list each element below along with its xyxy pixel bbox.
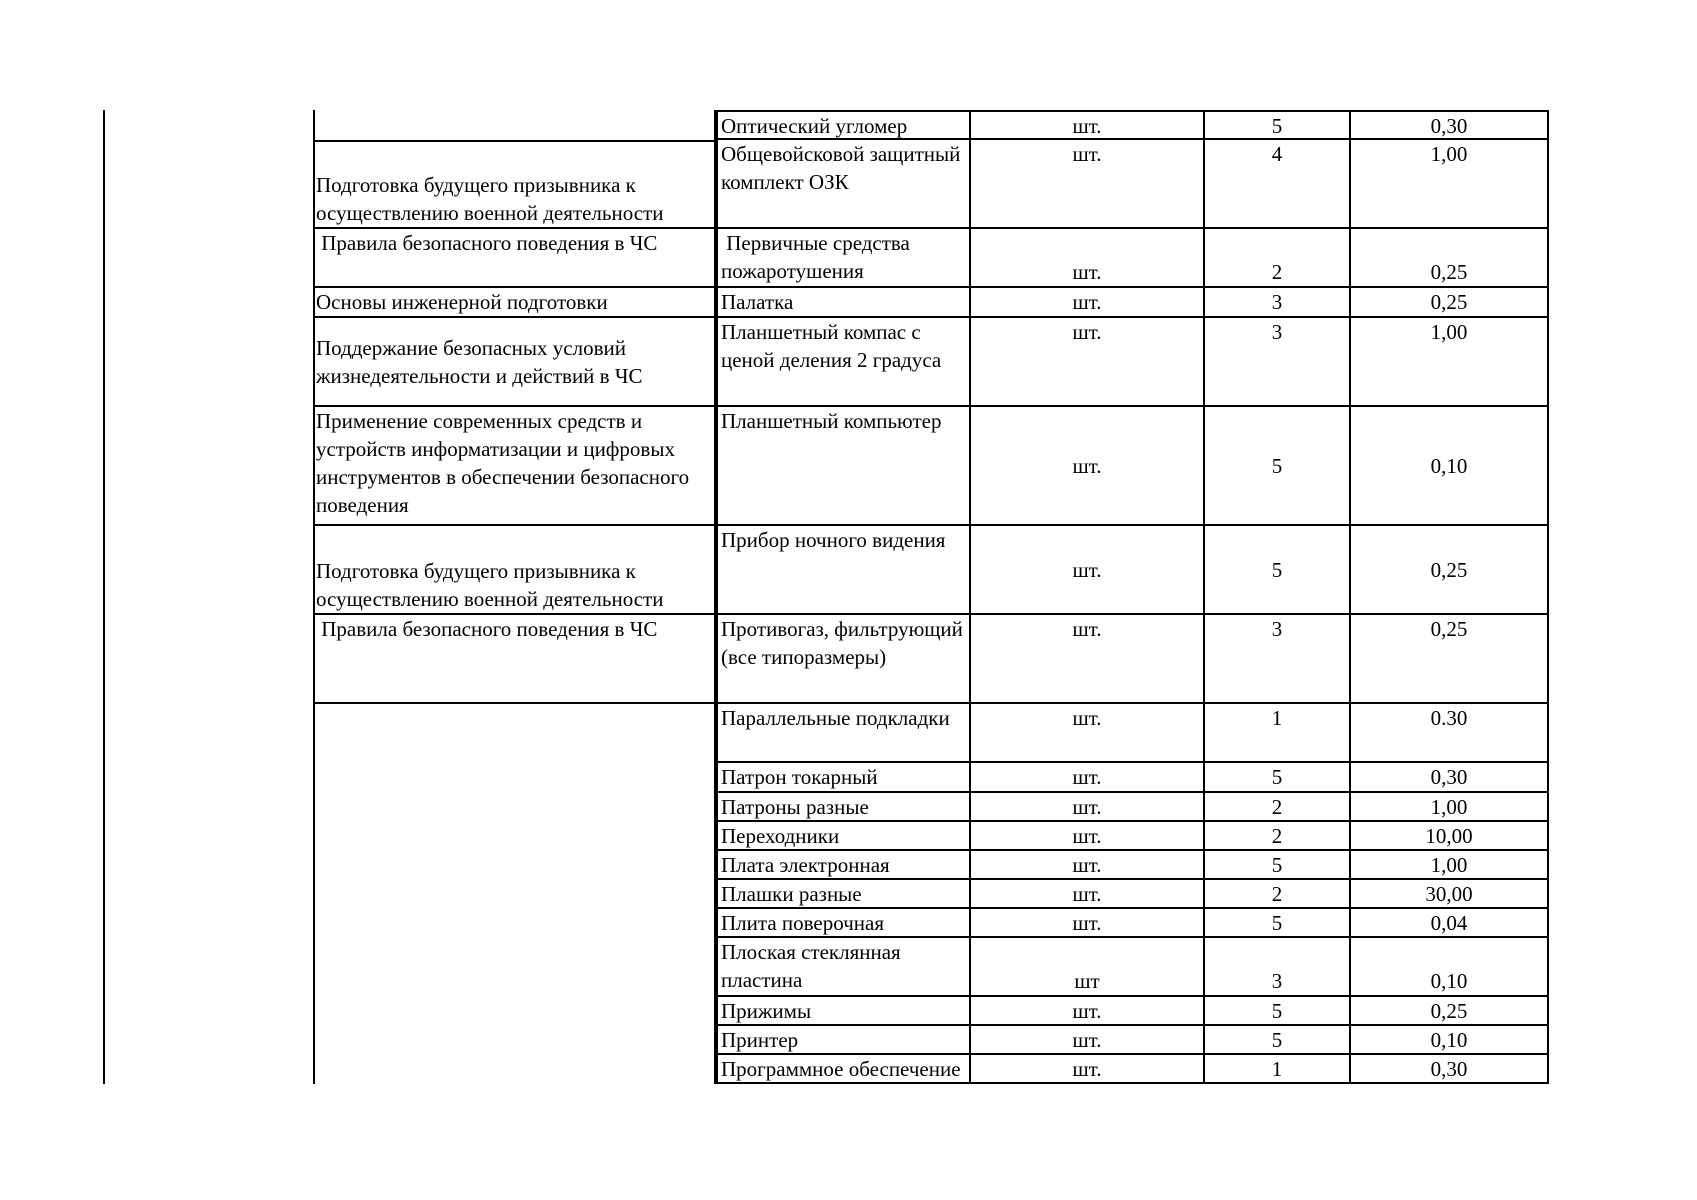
item-cell: Планшетный компьютер [716,407,971,526]
topic-cell [313,822,716,851]
coef-cell: 10,00 [1351,822,1549,851]
coef-cell: 0,25 [1351,615,1549,704]
topic-cell [313,909,716,938]
topic-cell: Подготовка будущего призывника к осуществлению военной деятельности [313,140,716,229]
item-cell: Плата электронная [716,851,971,880]
item-cell: Общевойсковой защитный комплект ОЗК [716,140,971,229]
qty-cell: 2 [1205,822,1351,851]
qty-cell: 3 [1205,288,1351,318]
unit-cell: шт. [971,763,1205,793]
unit-cell: шт. [971,140,1205,229]
unit-cell: шт. [971,526,1205,615]
topic-cell: Правила безопасного поведения в ЧС [313,615,716,704]
coef-cell: 0,10 [1351,407,1549,526]
topic-cell [313,938,716,997]
item-cell: Параллельные подкладки [716,704,971,763]
topic-cell [313,1026,716,1055]
coef-cell: 1,00 [1351,793,1549,822]
topic-cell: Применение современных средств и устройств информатизации и цифровых инструментов в обеспечении безопасного поведения [313,407,716,526]
item-cell: Плашки разные [716,880,971,909]
coef-cell: 0,30 [1351,110,1549,140]
unit-cell: шт. [971,1026,1205,1055]
qty-cell: 5 [1205,997,1351,1026]
topic-cell: Основы инженерной подготовки [313,288,716,318]
unit-cell: шт. [971,997,1205,1026]
topic-cell [313,851,716,880]
unit-cell: шт. [971,851,1205,880]
topic-cell [313,793,716,822]
coef-cell: 0,25 [1351,288,1549,318]
equipment-table [313,110,1549,1084]
qty-cell: 5 [1205,526,1351,615]
item-cell: Принтер [716,1026,971,1055]
topic-cell [313,110,716,140]
item-cell: Переходники [716,822,971,851]
coef-cell: 0.30 [1351,704,1549,763]
qty-cell: 5 [1205,407,1351,526]
qty-cell: 5 [1205,763,1351,793]
item-cell: Прижимы [716,997,971,1026]
unit-cell: шт. [971,880,1205,909]
coef-cell: 0,10 [1351,938,1549,997]
coef-cell: 0,25 [1351,526,1549,615]
qty-cell: 2 [1205,229,1351,288]
coef-cell: 1,00 [1351,851,1549,880]
item-cell: Прибор ночного видения [716,526,971,615]
unit-cell: шт. [971,822,1205,851]
qty-cell: 5 [1205,851,1351,880]
topic-cell [313,1055,716,1084]
unit-cell: шт. [971,909,1205,938]
unit-cell: шт. [971,407,1205,526]
qty-cell: 5 [1205,1026,1351,1055]
item-cell: Патрон токарный [716,763,971,793]
topic-cell [313,704,716,763]
item-cell: Первичные средства пожаротушения [716,229,971,288]
item-cell: Плита поверочная [716,909,971,938]
qty-cell: 2 [1205,880,1351,909]
unit-cell: шт. [971,229,1205,288]
topic-cell [313,997,716,1026]
qty-cell: 2 [1205,793,1351,822]
item-cell: Оптический угломер [716,110,971,140]
qty-cell: 3 [1205,938,1351,997]
item-cell: Программное обеспечение [716,1055,971,1084]
coef-cell: 0,25 [1351,997,1549,1026]
qty-cell: 5 [1205,110,1351,140]
coef-cell: 0,04 [1351,909,1549,938]
item-cell: Палатка [716,288,971,318]
unit-cell: шт. [971,793,1205,822]
qty-cell: 5 [1205,909,1351,938]
topic-cell: Поддержание безопасных условий жизнедеятельности и действий в ЧС [313,318,716,407]
item-cell: Планшетный компас с ценой деления 2 градуса [716,318,971,407]
coef-cell: 30,00 [1351,880,1549,909]
topic-cell: Правила безопасного поведения в ЧС [313,229,716,288]
qty-cell: 4 [1205,140,1351,229]
coef-cell: 0,30 [1351,1055,1549,1084]
coef-cell: 0,25 [1351,229,1549,288]
item-cell: Патроны разные [716,793,971,822]
qty-cell: 3 [1205,318,1351,407]
topic-cell: Подготовка будущего призывника к осуществлению военной деятельности [313,526,716,615]
coef-cell: 1,00 [1351,318,1549,407]
coef-cell: 0,30 [1351,763,1549,793]
unit-cell: шт. [971,318,1205,407]
qty-cell: 1 [1205,1055,1351,1084]
item-cell: Плоская стеклянная пластина [716,938,971,997]
unit-cell: шт. [971,1055,1205,1084]
left-margin-rule [103,110,105,1084]
coef-cell: 1,00 [1351,140,1549,229]
item-cell: Противогаз, фильтрующий (все типоразмеры) [716,615,971,704]
topic-cell [313,763,716,793]
unit-cell: шт [971,938,1205,997]
topic-cell [313,880,716,909]
unit-cell: шт. [971,288,1205,318]
unit-cell: шт. [971,110,1205,140]
unit-cell: шт. [971,615,1205,704]
coef-cell: 0,10 [1351,1026,1549,1055]
qty-cell: 1 [1205,704,1351,763]
unit-cell: шт. [971,704,1205,763]
qty-cell: 3 [1205,615,1351,704]
